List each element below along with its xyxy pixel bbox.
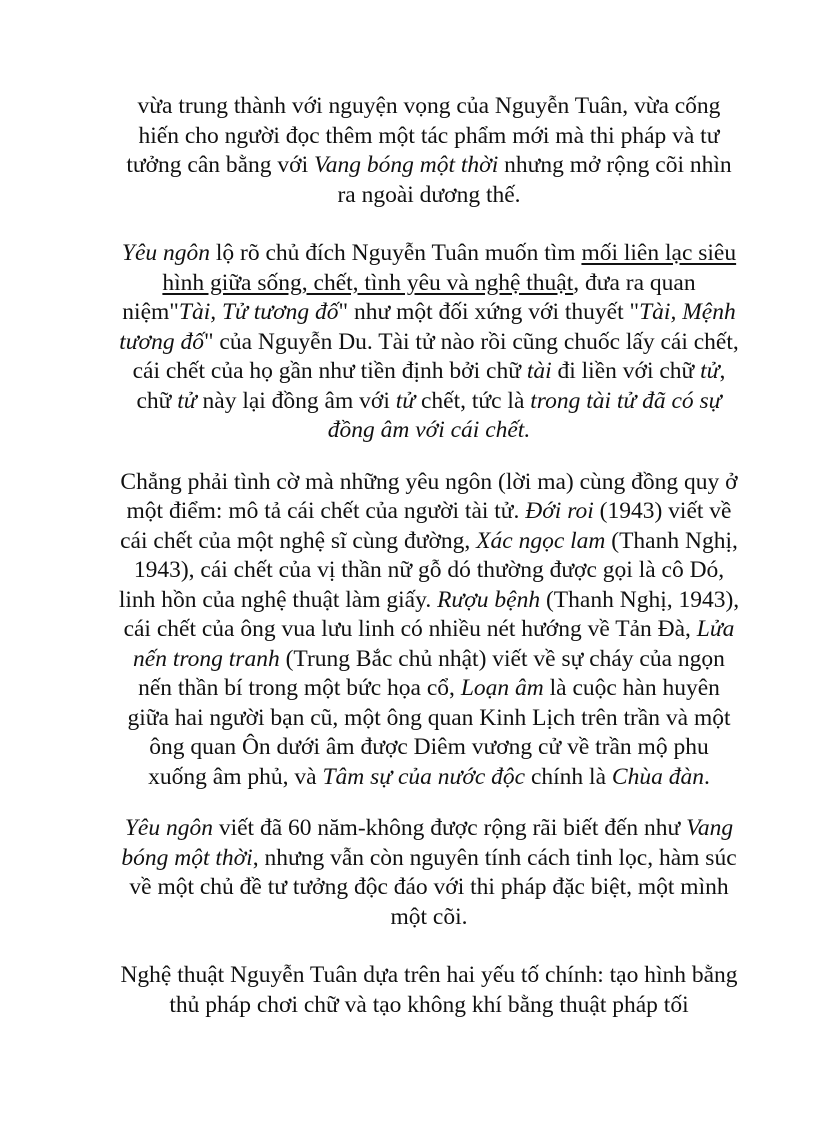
text-run: , đưa ra quan niệm": [122, 269, 696, 325]
paragraph-5: [118, 961, 740, 1020]
italic-word: tử: [177, 387, 197, 414]
text-run: đi liền với chữ: [551, 358, 701, 384]
paragraph-1: [118, 92, 740, 210]
title-vang-bong-mot-thoi: Vang bóng một thời: [121, 815, 734, 871]
text-run: (Thanh Nghị, 1943), cái chết của ông vua lưu linh có nhiều nét hướng về Tản Đà,: [123, 586, 740, 642]
text-run: Nghệ thuật Nguyễn Tuân dựa trên hai yếu tố chính: tạo hình bằng thủ pháp chơi chữ và tạo không khí bằng thuật pháp tối: [120, 962, 738, 1018]
text-run: " của Nguyễn Du. Tài tử nào rồi cũng chuốc lấy cái chết, cái chết của họ gần như tiền định bởi chữ: [132, 328, 739, 384]
text-run: , chữ: [136, 358, 726, 414]
text-run: " như một đối xứng với thuyết ": [338, 299, 640, 325]
text-run: viết đã 60 năm-không được rộng rãi biết đến như: [212, 815, 687, 841]
text-run: , nhưng vẫn còn nguyên tính cách tinh lọc, hàm súc về một chủ đề tư tưởng độc đáo với thi pháp đặc biệt, một mình một cõi.: [129, 844, 737, 930]
document-page: [118, 92, 740, 1020]
text-run: là cuộc hàn huyên giữa hai người bạn cũ, một ông quan Kinh Lịch trên trần và một ông quan Ôn dưới âm được Diêm vương cử về trần mộ phu xuống âm phủ, và: [127, 675, 731, 790]
title-vang-bong-mot-thoi: Vang bóng một thời: [314, 152, 499, 178]
paragraph-4: [118, 814, 740, 932]
text-run: (Thanh Nghị, 1943), cái chết của vị thần nữ gỗ dó thường được gọi là cô Dó, linh hồn của nghệ thuật làm giấy.: [118, 527, 738, 613]
text-run: (Trung Bắc chủ nhật) viết về sự cháy của ngọn nến thần bí trong một bức họa cổ,: [138, 645, 725, 701]
text-run: Chẳng phải tình cờ mà những yêu ngôn (lời ma) cùng đồng quy ở một điểm: mô tả cái chết của người tài tử.: [120, 468, 738, 524]
title-chua-dan: Chùa đàn: [611, 763, 704, 790]
title-yeu-ngon: Yêu ngôn: [121, 240, 211, 266]
text-run: này lại đồng âm với: [196, 387, 396, 414]
italic-word: tài: [526, 358, 552, 384]
title-lua-nen-trong-tranh: Lửa nến trong tranh: [133, 616, 735, 672]
text-run: chính là: [525, 763, 612, 790]
title-tam-su-cua-nuoc-doc: Tâm sự của nước độc: [322, 763, 526, 790]
title-doi-roi: Đới roi: [525, 498, 594, 524]
title-yeu-ngon: Yêu ngôn: [124, 815, 213, 841]
italic-word: tử: [395, 387, 416, 414]
title-loan-am: Loạn âm: [460, 675, 544, 701]
italic-word: tử: [700, 358, 720, 384]
text-run: (1943) viết về cái chết của một nghệ sĩ cùng đường,: [120, 498, 732, 554]
text-run: vừa trung thành với nguyện vọng của Nguyễn Tuân, vừa cống hiến cho người đọc thêm một tác phẩm mới mà thi pháp và tư tưởng cân bằng với: [126, 93, 721, 178]
text-run: nhưng mở rộng cõi nhìn ra ngoài dương thế.: [337, 152, 732, 208]
paragraph-2: [118, 239, 740, 446]
text-run: .: [703, 763, 710, 790]
italic-phrase: Tài, Tử tương đố: [178, 299, 339, 325]
italic-phrase: Tài, Mệnh tương đố: [119, 299, 736, 355]
text-run: lộ rõ chủ đích Nguyễn Tuân muốn tìm: [210, 240, 582, 266]
text-run: chết, tức là: [415, 387, 531, 414]
title-xac-ngoc-lam: Xác ngọc lam: [476, 527, 606, 554]
italic-phrase: trong tài tử đã có sự đồng âm với cái chết.: [327, 387, 722, 443]
paragraph-3: [118, 468, 740, 793]
title-ruou-benh: Rượu bệnh: [437, 586, 541, 613]
underlined-phrase: mối liên lạc siêu hình giữa sống, chết, tình yêu và nghệ thuật: [162, 240, 737, 296]
